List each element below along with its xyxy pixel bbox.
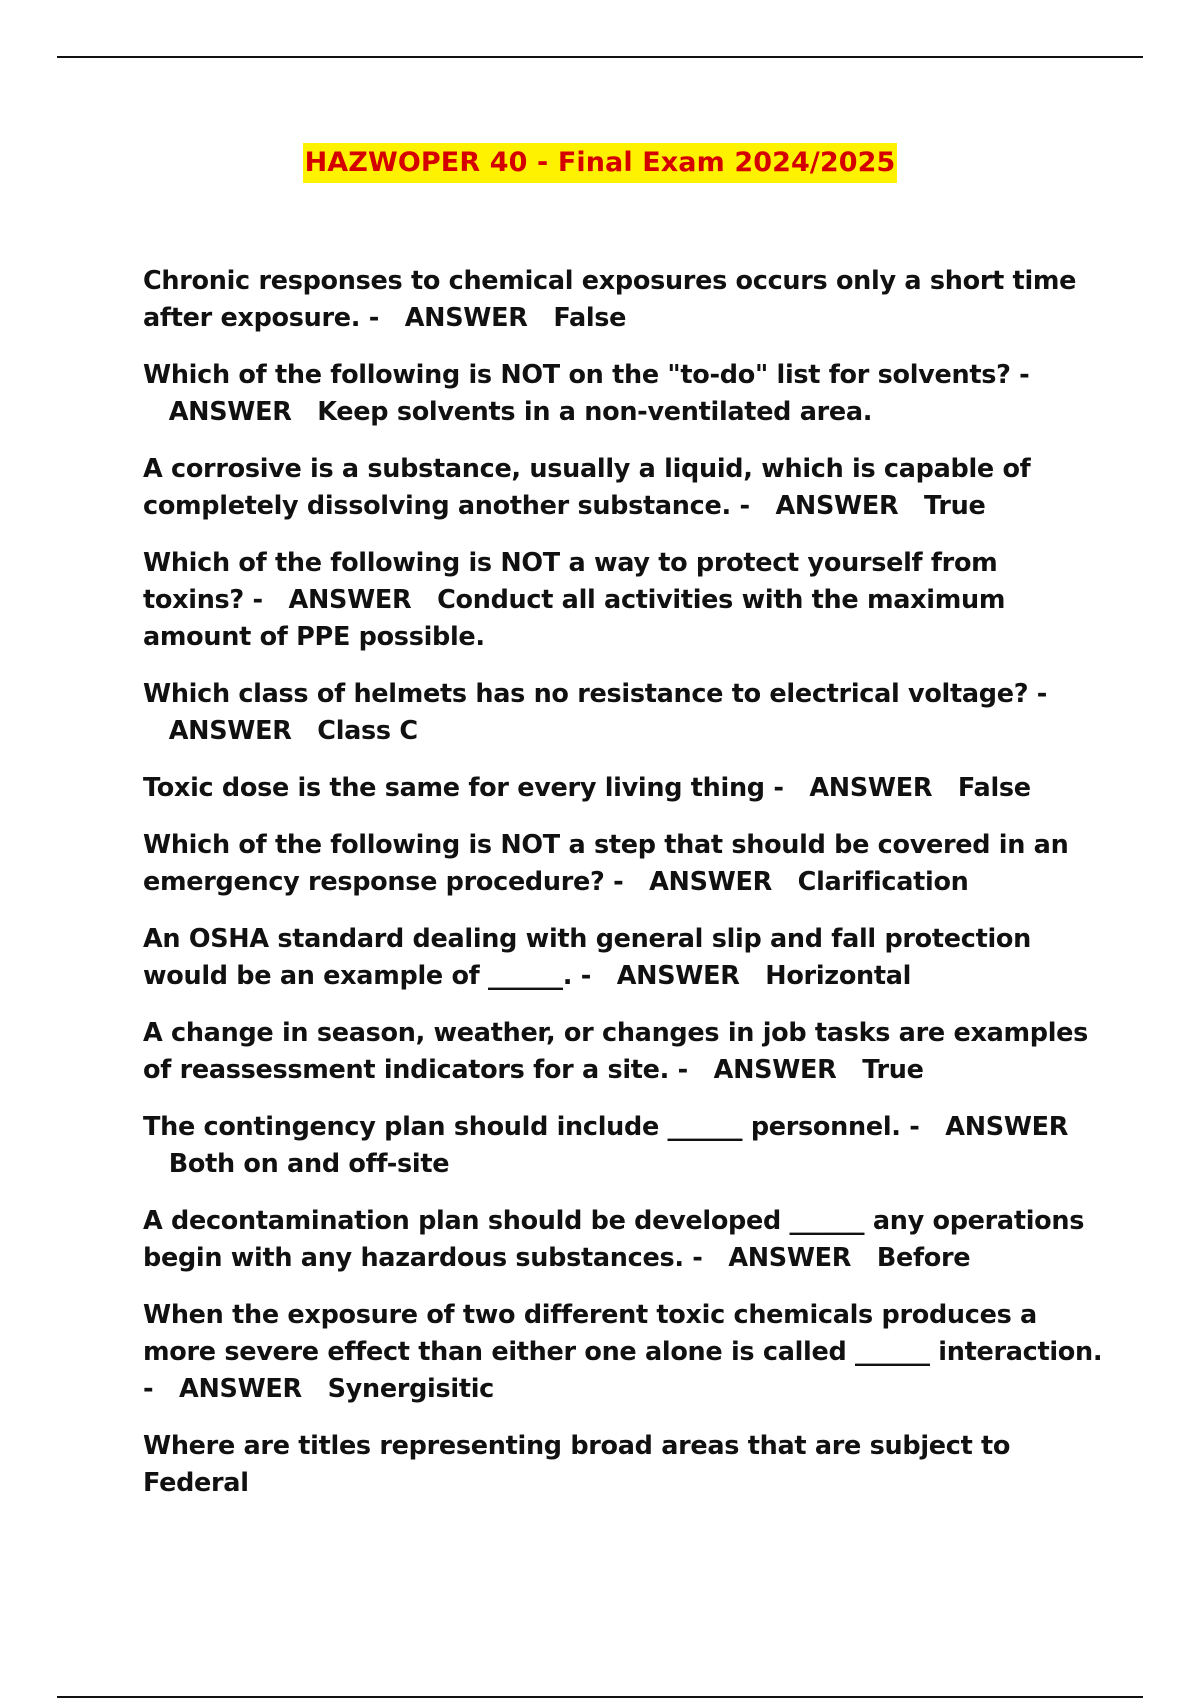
qa-item — [143, 1203, 1103, 1277]
qa-item — [143, 263, 1103, 337]
answer-text: False — [957, 773, 1031, 803]
question-text: Which of the following is NOT a step that should be covered in an emergency response procedure? - — [143, 830, 1069, 897]
question-text: A decontamination plan should be developed ______ any operations begin with any hazardous substances. - — [143, 1206, 1085, 1273]
question-text: When the exposure of two different toxic chemicals produces a more severe effect than either one alone is called ______ interaction. - — [143, 1300, 1103, 1404]
answer-text: Conduct all activities with the maximum amount of PPE possible. — [143, 585, 1006, 652]
answer-label: ANSWER — [616, 961, 740, 991]
qa-list — [143, 263, 1103, 1522]
question-text: Which of the following is NOT on the "to-do" list for solvents? - — [143, 360, 1030, 390]
answer-text: Class C — [317, 716, 418, 746]
qa-item — [143, 451, 1103, 525]
qa-item — [143, 357, 1103, 431]
answer-label: ANSWER — [168, 397, 292, 427]
answer-text: Before — [876, 1243, 971, 1273]
answer-text: Clarification — [797, 867, 969, 897]
answer-label: ANSWER — [404, 303, 528, 333]
answer-label: ANSWER — [288, 585, 412, 615]
question-text: Where are titles representing broad areas that are subject to Federal — [143, 1431, 1011, 1498]
answer-label: ANSWER — [179, 1374, 302, 1404]
question-text: The contingency plan should include ______ personnel. - — [143, 1112, 920, 1142]
bottom-rule — [57, 1696, 1143, 1698]
question-text: Toxic dose is the same for every living thing - — [143, 773, 784, 803]
answer-text: True — [924, 491, 986, 521]
question-text: A corrosive is a substance, usually a liquid, which is capable of completely dissolving another substance. - — [143, 454, 1031, 521]
question-text: Which class of helmets has no resistance to electrical voltage? - — [143, 679, 1048, 709]
answer-label: ANSWER — [728, 1243, 852, 1273]
title-container — [0, 143, 1200, 183]
answer-label: ANSWER — [945, 1112, 1069, 1142]
answer-text: False — [553, 303, 627, 333]
answer-text: True — [862, 1055, 924, 1085]
qa-item — [143, 676, 1103, 750]
question-text: A change in season, weather, or changes in job tasks are examples of reassessment indicators for a site. - — [143, 1018, 1089, 1085]
document-title: HAZWOPER 40 - Final Exam 2024/2025 — [303, 143, 898, 183]
question-text: Chronic responses to chemical exposures occurs only a short time after exposure. - — [143, 266, 1077, 333]
top-rule — [57, 56, 1143, 58]
answer-label: ANSWER — [168, 716, 292, 746]
answer-text: Both on and off-site — [168, 1149, 450, 1179]
answer-label: ANSWER — [775, 491, 899, 521]
qa-item — [143, 1428, 1103, 1502]
answer-label: ANSWER — [649, 867, 772, 897]
qa-item — [143, 827, 1103, 901]
answer-text: Horizontal — [765, 961, 912, 991]
qa-item — [143, 1297, 1103, 1408]
answer-label: ANSWER — [713, 1055, 837, 1085]
qa-item — [143, 545, 1103, 656]
qa-item — [143, 1015, 1103, 1089]
answer-label: ANSWER — [809, 773, 933, 803]
answer-text: Synergisitic — [327, 1374, 494, 1404]
question-text: An OSHA standard dealing with general slip and fall protection would be an example of ______. - — [143, 924, 1031, 991]
qa-item — [143, 770, 1103, 807]
qa-item — [143, 921, 1103, 995]
qa-item — [143, 1109, 1103, 1183]
question-text: Which of the following is NOT a way to protect yourself from toxins? - — [143, 548, 998, 615]
answer-text: Keep solvents in a non-ventilated area. — [317, 397, 873, 427]
